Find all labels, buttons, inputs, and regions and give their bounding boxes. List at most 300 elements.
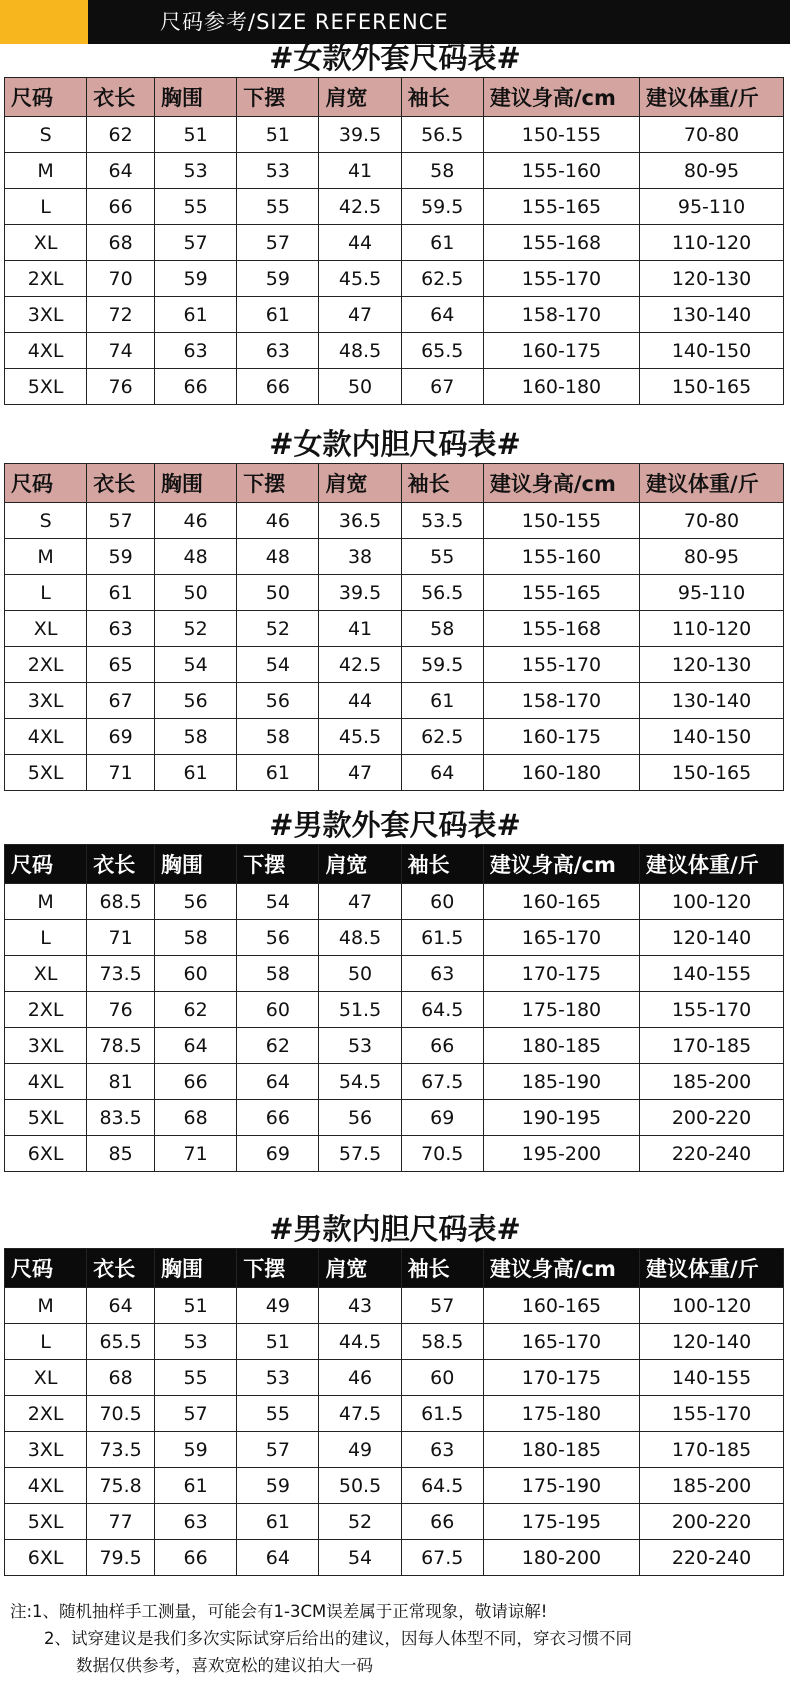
measure-cell: 63 [401,1432,483,1468]
measure-cell: 67 [401,369,483,405]
size-cell: 3XL [5,683,87,719]
measure-cell: 54 [155,647,237,683]
measure-cell: 130-140 [640,297,784,333]
size-cell: L [5,920,87,956]
measure-cell: 79.5 [87,1540,155,1576]
table-header-row [5,464,784,503]
measure-cell: 140-150 [640,333,784,369]
measure-cell: 55 [155,1360,237,1396]
measure-cell: 72 [87,297,155,333]
measure-cell: 200-220 [640,1100,784,1136]
measure-cell: 220-240 [640,1540,784,1576]
column-header: 胸围 [155,78,237,117]
table-row [5,503,784,539]
measure-cell: 56 [155,683,237,719]
measure-cell: 53 [155,1324,237,1360]
measure-cell: 66 [237,369,319,405]
measure-cell: 60 [237,992,319,1028]
table-row [5,1396,784,1432]
size-cell: 3XL [5,1432,87,1468]
measure-cell: 110-120 [640,611,784,647]
measure-cell: 155-170 [640,992,784,1028]
measure-cell: 66 [155,369,237,405]
column-header: 肩宽 [319,464,401,503]
measure-cell: 38 [319,539,401,575]
measure-cell: 66 [401,1028,483,1064]
measure-cell: 56.5 [401,117,483,153]
table-row [5,884,784,920]
size-cell: S [5,117,87,153]
measure-cell: 160-175 [483,333,639,369]
measure-cell: 60 [155,956,237,992]
size-cell: 6XL [5,1540,87,1576]
size-cell: 5XL [5,755,87,791]
measure-cell: 66 [155,1540,237,1576]
table-row [5,755,784,791]
measure-cell: 61 [401,225,483,261]
header-title: 尺码参考/SIZE REFERENCE [160,10,449,34]
measure-cell: 64 [237,1540,319,1576]
note-line-2: 2、试穿建议是我们多次实际试穿后给出的建议，因每人体型不同，穿衣习惯不同 [44,1629,632,1648]
size-table-men-liner [4,1248,784,1576]
measure-cell: 56 [237,920,319,956]
size-cell: 5XL [5,1100,87,1136]
measure-cell: 56 [319,1100,401,1136]
measure-cell: 65 [87,647,155,683]
measure-cell: 58 [401,611,483,647]
table-row [5,1288,784,1324]
table-row [5,1432,784,1468]
table-row [5,920,784,956]
measure-cell: 50.5 [319,1468,401,1504]
size-cell: M [5,153,87,189]
table-row [5,992,784,1028]
column-header: 建议体重/斤 [640,78,784,117]
measure-cell: 175-180 [483,992,639,1028]
measure-cell: 160-180 [483,755,639,791]
measure-cell: 44.5 [319,1324,401,1360]
column-header: 建议体重/斤 [640,1249,784,1288]
column-header: 袖长 [401,78,483,117]
measure-cell: 58 [155,719,237,755]
measure-cell: 42.5 [319,647,401,683]
measure-cell: 70.5 [87,1396,155,1432]
measure-cell: 46 [319,1360,401,1396]
measure-cell: 185-190 [483,1064,639,1100]
size-cell: 4XL [5,719,87,755]
size-cell: 3XL [5,297,87,333]
measure-cell: 155-165 [483,189,639,225]
measure-cell: 62.5 [401,719,483,755]
measure-cell: 150-165 [640,369,784,405]
measure-cell: 62 [155,992,237,1028]
measure-cell: 64.5 [401,992,483,1028]
measure-cell: 170-185 [640,1028,784,1064]
measure-cell: 50 [237,575,319,611]
measure-cell: 61 [155,755,237,791]
column-header: 尺码 [5,845,87,884]
measure-cell: 120-140 [640,920,784,956]
measure-cell: 46 [155,503,237,539]
header-bar [0,0,790,44]
measure-cell: 47.5 [319,1396,401,1432]
measure-cell: 68 [87,1360,155,1396]
measure-cell: 165-170 [483,920,639,956]
measure-cell: 64.5 [401,1468,483,1504]
note-line-1: 注:1、随机抽样手工测量，可能会有1-3CM误差属于正常现象，敬请谅解! [10,1602,548,1621]
measure-cell: 140-150 [640,719,784,755]
measure-cell: 51 [155,117,237,153]
measure-cell: 47 [319,755,401,791]
measure-cell: 56.5 [401,575,483,611]
measure-cell: 70 [87,261,155,297]
measure-cell: 85 [87,1136,155,1172]
measure-cell: 45.5 [319,261,401,297]
column-header: 胸围 [155,845,237,884]
measure-cell: 61 [87,575,155,611]
measure-cell: 155-165 [483,575,639,611]
measure-cell: 175-190 [483,1468,639,1504]
measure-cell: 45.5 [319,719,401,755]
table-row [5,297,784,333]
measure-cell: 160-165 [483,884,639,920]
measure-cell: 49 [319,1432,401,1468]
measure-cell: 57 [155,225,237,261]
measure-cell: 61 [401,683,483,719]
measure-cell: 155-168 [483,225,639,261]
measure-cell: 44 [319,683,401,719]
measure-cell: 170-185 [640,1432,784,1468]
measure-cell: 46 [237,503,319,539]
measure-cell: 155-170 [483,647,639,683]
size-table-women-liner [4,463,784,791]
measure-cell: 52 [155,611,237,647]
measure-cell: 55 [237,189,319,225]
table-row [5,333,784,369]
column-header: 下摆 [237,845,319,884]
column-header: 衣长 [87,845,155,884]
column-header: 尺码 [5,464,87,503]
table-row [5,956,784,992]
size-table-women-coat [4,77,784,405]
measure-cell: 200-220 [640,1504,784,1540]
measure-cell: 73.5 [87,1432,155,1468]
measure-cell: 41 [319,153,401,189]
header-accent-block [0,0,88,44]
measure-cell: 51 [237,117,319,153]
measure-cell: 52 [319,1504,401,1540]
column-header: 胸围 [155,1249,237,1288]
measure-cell: 68 [155,1100,237,1136]
measure-cell: 59 [237,1468,319,1504]
size-cell: 2XL [5,261,87,297]
measure-cell: 61 [155,1468,237,1504]
measure-cell: 100-120 [640,1288,784,1324]
measure-cell: 70.5 [401,1136,483,1172]
measure-cell: 155-160 [483,539,639,575]
column-header: 下摆 [237,464,319,503]
size-cell: 5XL [5,369,87,405]
table-row [5,1360,784,1396]
table-row [5,1540,784,1576]
measure-cell: 59 [237,261,319,297]
measure-cell: 55 [155,189,237,225]
table-header-row [5,1249,784,1288]
column-header: 袖长 [401,1249,483,1288]
measure-cell: 51 [237,1324,319,1360]
measure-cell: 80-95 [640,153,784,189]
measure-cell: 70-80 [640,117,784,153]
measure-cell: 64 [155,1028,237,1064]
measure-cell: 61 [237,297,319,333]
measure-cell: 140-155 [640,1360,784,1396]
measure-cell: 66 [401,1504,483,1540]
measure-cell: 160-175 [483,719,639,755]
measure-cell: 59 [155,261,237,297]
measure-cell: 61 [155,297,237,333]
size-cell: M [5,1288,87,1324]
measure-cell: 155-168 [483,611,639,647]
measure-cell: 63 [237,333,319,369]
table-row [5,719,784,755]
measure-cell: 57.5 [319,1136,401,1172]
measure-cell: 110-120 [640,225,784,261]
measure-cell: 48.5 [319,920,401,956]
measure-cell: 60 [401,884,483,920]
measure-cell: 120-130 [640,647,784,683]
section-title-women-liner: #女款内胆尺码表# [269,427,521,461]
measure-cell: 67.5 [401,1064,483,1100]
measure-cell: 100-120 [640,884,784,920]
section-title-men-liner: #男款内胆尺码表# [269,1212,521,1246]
size-cell: L [5,189,87,225]
measure-cell: 190-195 [483,1100,639,1136]
column-header: 袖长 [401,464,483,503]
measure-cell: 55 [401,539,483,575]
measure-cell: 160-165 [483,1288,639,1324]
measure-cell: 220-240 [640,1136,784,1172]
measure-cell: 43 [319,1288,401,1324]
measure-cell: 71 [155,1136,237,1172]
measure-cell: 185-200 [640,1468,784,1504]
measure-cell: 47 [319,297,401,333]
measure-cell: 57 [237,1432,319,1468]
measure-cell: 69 [237,1136,319,1172]
size-cell: 3XL [5,1028,87,1064]
measure-cell: 62 [87,117,155,153]
measure-cell: 165-170 [483,1324,639,1360]
measure-cell: 58.5 [401,1324,483,1360]
measure-cell: 54.5 [319,1064,401,1100]
measure-cell: 73.5 [87,956,155,992]
table-row [5,369,784,405]
measure-cell: 61.5 [401,920,483,956]
table-row [5,117,784,153]
measure-cell: 62 [237,1028,319,1064]
table-row [5,1064,784,1100]
measure-cell: 175-195 [483,1504,639,1540]
measure-cell: 39.5 [319,117,401,153]
measure-cell: 67 [87,683,155,719]
measure-cell: 66 [155,1064,237,1100]
measure-cell: 180-185 [483,1028,639,1064]
column-header: 下摆 [237,1249,319,1288]
table-row [5,225,784,261]
measure-cell: 53 [319,1028,401,1064]
measure-cell: 66 [87,189,155,225]
column-header: 肩宽 [319,1249,401,1288]
measure-cell: 54 [237,884,319,920]
measure-cell: 64 [87,1288,155,1324]
measure-cell: 65.5 [87,1324,155,1360]
column-header: 袖长 [401,845,483,884]
size-cell: 2XL [5,647,87,683]
measure-cell: 95-110 [640,575,784,611]
measure-cell: 140-155 [640,956,784,992]
size-cell: 4XL [5,1064,87,1100]
measure-cell: 61 [237,1504,319,1540]
measure-cell: 68 [87,225,155,261]
table-row [5,539,784,575]
measure-cell: 59.5 [401,189,483,225]
measure-cell: 50 [319,369,401,405]
column-header: 尺码 [5,1249,87,1288]
measure-cell: 58 [237,956,319,992]
measure-cell: 120-130 [640,261,784,297]
size-cell: S [5,503,87,539]
measure-cell: 180-200 [483,1540,639,1576]
measure-cell: 78.5 [87,1028,155,1064]
measure-cell: 68.5 [87,884,155,920]
measure-cell: 58 [401,153,483,189]
measure-cell: 155-160 [483,153,639,189]
measure-cell: 54 [319,1540,401,1576]
measure-cell: 158-170 [483,683,639,719]
measure-cell: 67.5 [401,1540,483,1576]
measure-cell: 83.5 [87,1100,155,1136]
measure-cell: 74 [87,333,155,369]
measure-cell: 49 [237,1288,319,1324]
measure-cell: 42.5 [319,189,401,225]
measure-cell: 95-110 [640,189,784,225]
size-cell: 6XL [5,1136,87,1172]
table-row [5,575,784,611]
measure-cell: 63 [155,1504,237,1540]
measure-cell: 54 [237,647,319,683]
section-title-men-coat: #男款外套尺码表# [269,808,521,842]
measure-cell: 56 [155,884,237,920]
measure-cell: 76 [87,992,155,1028]
measure-cell: 158-170 [483,297,639,333]
column-header: 尺码 [5,78,87,117]
measure-cell: 71 [87,755,155,791]
measure-cell: 39.5 [319,575,401,611]
note-line-3: 数据仅供参考，喜欢宽松的建议拍大一码 [76,1656,373,1675]
measure-cell: 60 [401,1360,483,1396]
table-row [5,1324,784,1360]
measure-cell: 57 [87,503,155,539]
size-cell: 5XL [5,1504,87,1540]
measure-cell: 57 [237,225,319,261]
measure-cell: 75.8 [87,1468,155,1504]
table-row [5,261,784,297]
size-cell: 4XL [5,333,87,369]
size-cell: XL [5,225,87,261]
column-header: 建议体重/斤 [640,464,784,503]
column-header: 肩宽 [319,845,401,884]
measure-cell: 80-95 [640,539,784,575]
measure-cell: 41 [319,611,401,647]
table-row [5,1504,784,1540]
size-cell: L [5,1324,87,1360]
size-cell: L [5,575,87,611]
measure-cell: 175-180 [483,1396,639,1432]
column-header: 衣长 [87,1249,155,1288]
measure-cell: 120-140 [640,1324,784,1360]
measure-cell: 55 [237,1396,319,1432]
table-row [5,683,784,719]
column-header: 衣长 [87,78,155,117]
measure-cell: 81 [87,1064,155,1100]
column-header: 下摆 [237,78,319,117]
measure-cell: 77 [87,1504,155,1540]
measure-cell: 57 [401,1288,483,1324]
table-row [5,153,784,189]
size-cell: 2XL [5,1396,87,1432]
measure-cell: 63 [155,333,237,369]
measure-cell: 150-155 [483,503,639,539]
size-cell: XL [5,956,87,992]
measure-cell: 48.5 [319,333,401,369]
measure-cell: 61.5 [401,1396,483,1432]
measure-cell: 50 [319,956,401,992]
measure-cell: 51 [155,1288,237,1324]
measure-cell: 44 [319,225,401,261]
measure-cell: 69 [401,1100,483,1136]
measure-cell: 62.5 [401,261,483,297]
column-header: 建议身高/cm [483,464,639,503]
measure-cell: 63 [87,611,155,647]
measure-cell: 64 [237,1064,319,1100]
measure-cell: 185-200 [640,1064,784,1100]
measure-cell: 53 [237,1360,319,1396]
measure-cell: 63 [401,956,483,992]
size-cell: 2XL [5,992,87,1028]
size-cell: 4XL [5,1468,87,1504]
measure-cell: 160-180 [483,369,639,405]
measure-cell: 70-80 [640,503,784,539]
measure-cell: 47 [319,884,401,920]
measure-cell: 61 [237,755,319,791]
measure-cell: 65.5 [401,333,483,369]
size-table-men-coat [4,844,784,1172]
column-header: 建议体重/斤 [640,845,784,884]
measure-cell: 76 [87,369,155,405]
measure-cell: 170-175 [483,956,639,992]
table-header-row [5,845,784,884]
column-header: 衣长 [87,464,155,503]
measure-cell: 57 [155,1396,237,1432]
size-cell: M [5,884,87,920]
measure-cell: 53.5 [401,503,483,539]
measure-cell: 66 [237,1100,319,1136]
measure-cell: 56 [237,683,319,719]
measure-cell: 170-175 [483,1360,639,1396]
measure-cell: 53 [155,153,237,189]
measure-cell: 59.5 [401,647,483,683]
notes [10,1598,780,1679]
table-row [5,189,784,225]
